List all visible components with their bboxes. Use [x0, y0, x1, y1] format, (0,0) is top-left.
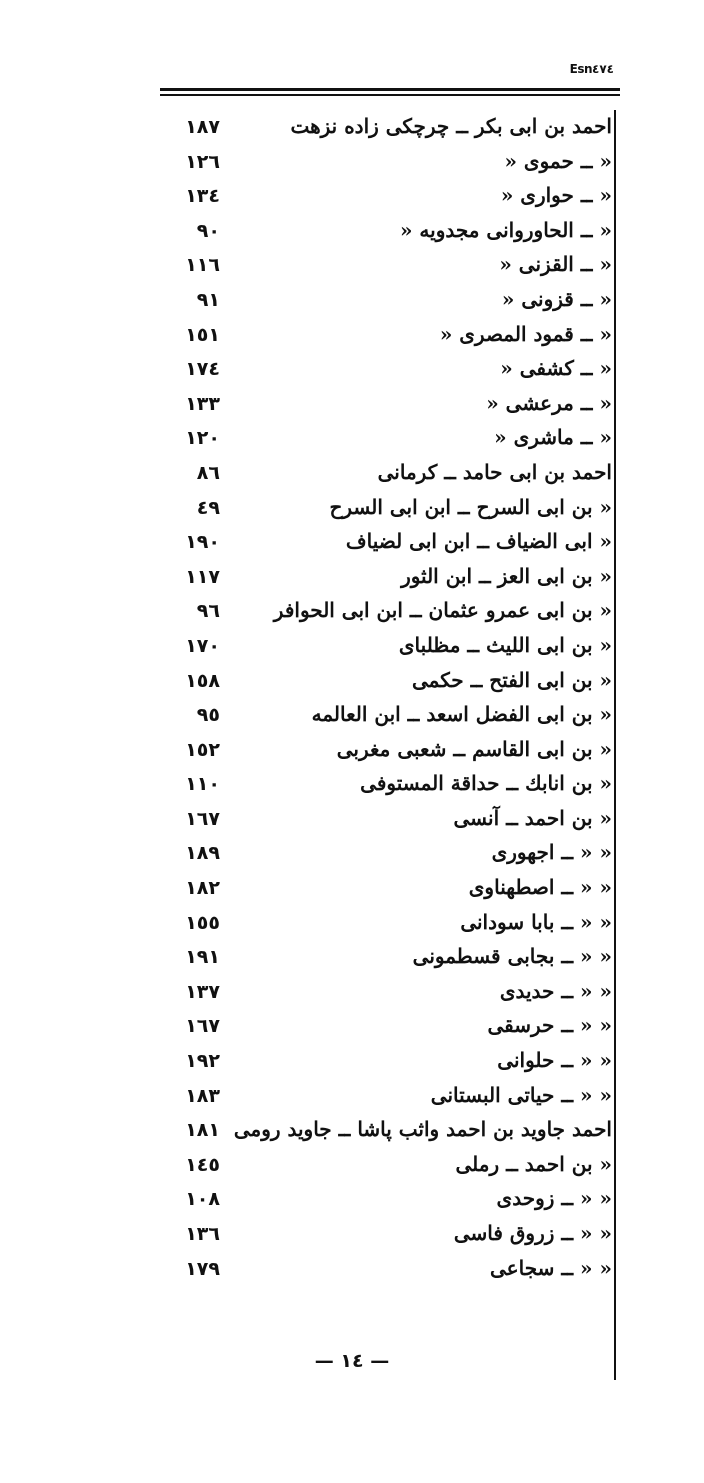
entry-name: « ــ کشفی «	[500, 356, 612, 381]
index-entry	[150, 250, 612, 285]
index-entry	[150, 838, 612, 873]
entry-name: « « ــ سجاعی	[490, 1255, 612, 1280]
entry-page: ١٣٣	[185, 392, 220, 415]
entry-name: « ــ قزونی «	[501, 286, 612, 311]
entry-name: « بن ابی الفضل اسعد ــ ابن العالمه	[311, 702, 612, 727]
index-entry	[150, 1184, 612, 1219]
entry-name: « بن ابی اللیث ــ مظلبای	[398, 632, 612, 657]
entry-page: ١١٧	[185, 565, 220, 588]
page-number: — ١٤ —	[314, 1350, 390, 1372]
entry-name: « ــ مرعشی «	[486, 390, 612, 415]
entry-page: ١٩٢	[185, 1050, 220, 1073]
index-entry	[150, 216, 612, 251]
entry-name: « بن ابی السرح ــ ابن ابی السرح	[329, 494, 612, 519]
page-code: Esn٤٧٤	[569, 62, 614, 76]
index-entry	[150, 493, 612, 528]
entry-page: ١٣٤	[185, 185, 220, 208]
entry-page: ١٨٩	[185, 842, 220, 865]
entry-name: « بن احمد ــ آنسی	[453, 805, 612, 830]
entry-name: « « ــ حلوانی	[497, 1048, 612, 1073]
index-entry	[150, 112, 612, 147]
index-entry	[150, 735, 612, 770]
entry-page: ١٥٥	[185, 911, 220, 934]
index-entry	[150, 1115, 612, 1150]
entry-page: ١٧٠	[185, 634, 220, 657]
entry-page: ١١٠	[185, 773, 220, 796]
entry-name: « ــ ماشری «	[494, 425, 612, 450]
entry-page: ١٢٦	[185, 150, 220, 173]
index-entry	[150, 700, 612, 735]
top-rule-thick	[160, 88, 620, 91]
index-list	[150, 112, 612, 1288]
index-entry	[150, 562, 612, 597]
entry-name: « بن ابی القاسم ــ شعبی مغربی	[336, 736, 612, 761]
index-entry	[150, 354, 612, 389]
entry-name: « « ــ حیاتی البستانی	[430, 1082, 612, 1107]
column-rule	[614, 110, 616, 1380]
entry-page: ١٣٧	[185, 980, 220, 1003]
entry-name: « « ــ حدیدی	[499, 978, 612, 1003]
entry-name: « « ــ زوحدی	[496, 1186, 612, 1211]
index-entry	[150, 1081, 612, 1116]
entry-page: ١٨٣	[185, 1084, 220, 1107]
index-entry	[150, 1150, 612, 1185]
index-entry	[150, 942, 612, 977]
index-entry	[150, 181, 612, 216]
index-entry	[150, 977, 612, 1012]
index-entry	[150, 769, 612, 804]
entry-page: ٩٦	[196, 600, 220, 623]
index-entry	[150, 458, 612, 493]
entry-page: ١٨٧	[185, 116, 220, 138]
entry-name: « « ــ زروق فاسی	[453, 1221, 612, 1245]
index-entry	[150, 908, 612, 943]
entry-name: « « ــ حرسقی	[487, 1013, 612, 1038]
index-entry	[150, 631, 612, 666]
entry-name: « بن احمد ــ رملی	[455, 1151, 612, 1176]
entry-page: ١٦٧	[185, 807, 220, 830]
entry-name: « « ــ بجابی قسطمونی	[412, 944, 612, 969]
entry-name: « بن ابی العز ــ ابن الثور	[401, 563, 612, 588]
entry-page: ١٠٨	[185, 1188, 220, 1211]
entry-page: ١٨١	[185, 1119, 220, 1142]
entry-name: « ــ قمود المصری «	[439, 321, 612, 346]
entry-name: « بن ابی عمرو عثمان ــ ابن ابی الحوافر	[273, 598, 612, 623]
index-entry	[150, 423, 612, 458]
entry-page: ١٧٩	[185, 1257, 220, 1280]
entry-name: « بن ابی الفتح ــ حکمی	[412, 667, 612, 692]
entry-name: احمد بن ابی حامد ــ کرمانی	[377, 459, 612, 484]
index-entry	[150, 873, 612, 908]
index-entry	[150, 596, 612, 631]
index-entry	[150, 320, 612, 355]
entry-name: « « ــ بابا سودانی	[460, 909, 612, 934]
entry-name: « « ــ اجهوری	[491, 840, 612, 865]
entry-page: ١١٦	[185, 254, 220, 277]
index-entry	[150, 389, 612, 424]
index-entry	[150, 1254, 612, 1289]
index-entry	[150, 147, 612, 182]
entry-name: « ــ حواری «	[500, 183, 612, 208]
index-entry	[150, 1011, 612, 1046]
entry-name: « ابی الضیاف ــ ابن ابی لضیاف	[345, 529, 612, 554]
entry-page: ٨٦	[196, 461, 220, 484]
index-entry	[150, 1219, 612, 1254]
entry-name: « ــ حموی «	[504, 148, 612, 173]
entry-page: ٩٠	[196, 219, 220, 242]
entry-page: ١٩١	[185, 946, 220, 969]
entry-name: احمد جاوید بن احمد واثب پاشا ــ جاوید رومی	[233, 1117, 612, 1142]
entry-page: ٩٥	[196, 704, 220, 727]
entry-page: ١٥٨	[185, 669, 220, 692]
entry-page: ٩١	[196, 288, 220, 311]
entry-page: ١٨٢	[185, 877, 220, 900]
entry-page: ١٤٥	[185, 1153, 220, 1176]
entry-page: ١٥١	[185, 323, 220, 346]
entry-page: ١٣٦	[185, 1223, 220, 1245]
index-entry	[150, 527, 612, 562]
entry-page: ١٦٧	[185, 1015, 220, 1038]
index-entry	[150, 666, 612, 701]
entry-page: ١٢٠	[185, 427, 220, 450]
index-entry	[150, 804, 612, 839]
index-entry	[150, 285, 612, 320]
entry-page: ٤٩	[196, 496, 220, 519]
top-rule-thin	[160, 94, 620, 96]
entry-name: احمد بن ابی بکر ــ چرچکی زاده نزهت	[290, 114, 612, 138]
index-entry	[150, 1046, 612, 1081]
entry-name: « بن انابك ــ حداقة المستوفی	[360, 771, 612, 796]
entry-name: « « ــ اصطهناوی	[468, 875, 612, 900]
entry-page: ١٩٠	[185, 531, 220, 554]
entry-page: ١٧٤	[185, 358, 220, 381]
entry-name: « ــ الحاوروانی مجدویه «	[399, 217, 612, 242]
entry-name: « ــ القزنی «	[499, 252, 612, 277]
entry-page: ١٥٢	[185, 738, 220, 761]
